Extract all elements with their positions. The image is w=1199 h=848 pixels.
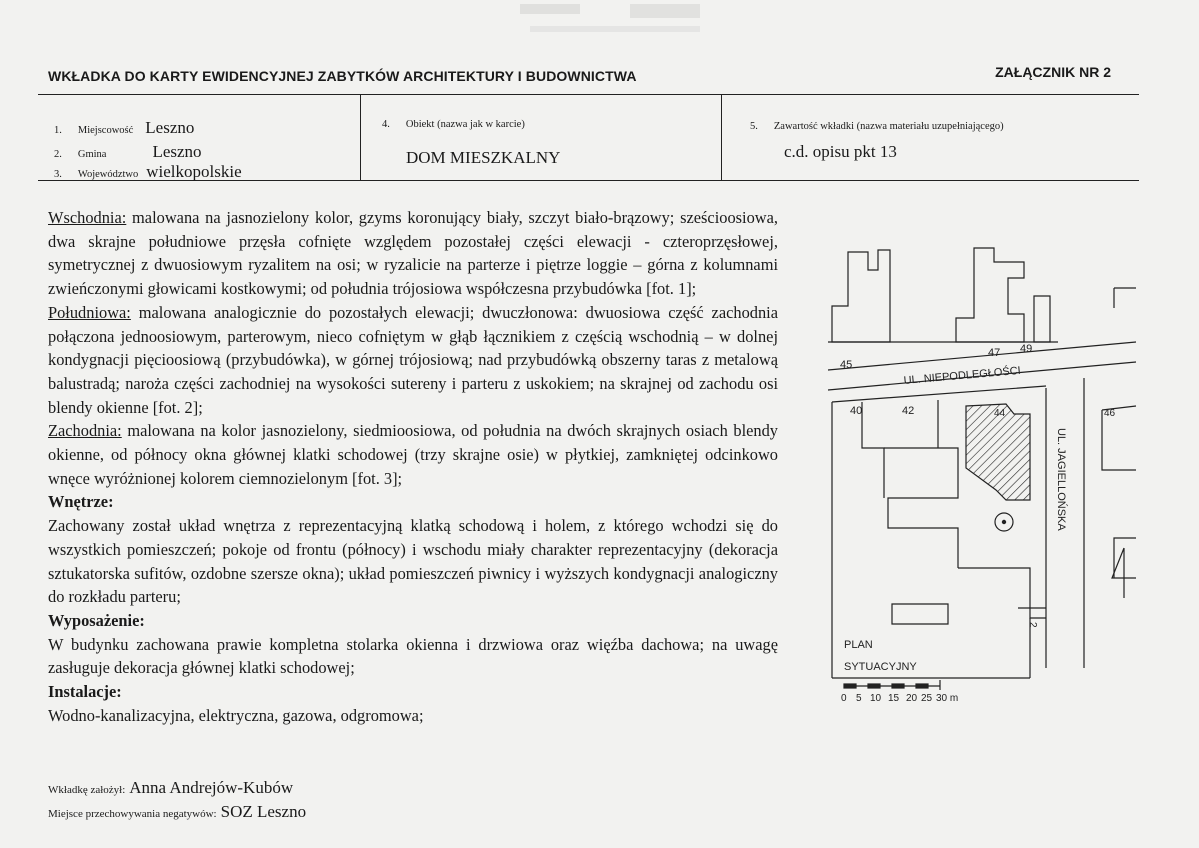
voivodeship-value: wielkopolskie [146,162,242,181]
interior-heading: Wnętrze: [48,492,114,512]
number-44: 44 [994,408,1006,419]
east-elevation-paragraph [48,206,778,301]
field-content-label [750,116,1004,134]
installations-text: Wodno-kanalizacyjna, elektryczna, gazowa, odgromowa; [48,705,424,725]
scale-bar-segment [868,684,880,688]
parcel-boundary [862,402,884,498]
street-label-jagiellonska: UL. JAGIELLOŃSKA [1055,428,1067,531]
street-label-niepodleglosci: UL. NIEPODLEGŁOŚCI [903,364,1022,387]
author-value: Anna Andrejów-Kubów [129,778,294,797]
scale-bar-segment [916,684,928,688]
column-divider-1 [360,94,361,180]
south-elevation-paragraph [48,301,778,420]
ink-stamp-smudge [510,0,710,40]
number-40: 40 [850,405,863,417]
field-label: Zawartość wkładki (nazwa materiału uzupełniającego) [773,121,1004,132]
scale-label: 15 [888,693,900,704]
number-45: 45 [840,359,853,371]
content-value: c.d. opisu pkt 13 [784,142,897,161]
plan-sublabel: SYTUACYJNY [844,661,917,673]
tree-center [1002,520,1005,523]
attachment-number: ZAŁĄCZNIK NR 2 [995,64,1111,80]
field-commune [54,142,202,162]
scale-label: 5 [856,693,862,704]
equipment-heading: Wyposażenie: [48,610,145,630]
east-heading: Wschodnia: [48,208,127,227]
field-object-label [382,114,525,132]
scale-label: 25 [921,693,933,704]
number-47: 47 [988,347,1001,359]
description-body [48,206,778,727]
storage-line [48,802,306,822]
field-locality [54,118,194,138]
object-value: DOM MIESZKALNY [406,148,561,167]
form-title: WKŁADKA DO KARTY EWIDENCYJNEJ ZABYTKÓW ARCHITEKTURY I BUDOWNICTWA [48,68,637,84]
locality-value: Leszno [145,118,195,137]
interior-text: Zachowany został układ wnętrza z reprezentacyjną klatką schodową i holem, z którego wchodzi się do wszystkich pomieszczeń; pokoje od frontu (północy) i wschodu miały charakter reprezentacyjny (dekoracja sztukatorska sufitów, ozdobne szersze okna); układ pomieszczeń piwnicy i wyższych kondygnacji analogiczny do rozkładu parteru; [48,516,778,607]
equipment-text: W budynku zachowana prawie kompletna stolarka okienna i drzwiowa oraz więźba dachowa; na uwagę zasługuje dekoracja głównej klatki schodowej; [48,634,778,678]
west-text: malowana na kolor jasnozielony, siedmioosiowa, od południa na dwóch skrajnych osiach blendy okienne, od północy okna głównej klatki schodowej (trzy skrajne osie) w płytkiej, zamkniętej odcinkowo wnęce wyróżnionej kolorem ciemnozielonym [fot. 3]; [48,421,778,488]
plan-label: PLAN [844,639,873,651]
field-number: 3. [54,169,62,180]
scale-label: 10 [870,693,882,704]
field-label: Województwo [77,169,139,180]
field-voivodeship [54,162,242,182]
number-46: 46 [1104,408,1116,419]
commune-value: Leszno [152,142,202,161]
number-49: 49 [1020,343,1033,355]
outbuilding [892,604,948,624]
building-outline [1114,538,1136,578]
scale-label: 20 [906,693,918,704]
number-2: 2 [1027,622,1038,628]
author-label: Wkładkę założył: [48,784,126,796]
scale-bar-segment [892,684,904,688]
south-heading: Południowa: [48,302,131,322]
top-rule [38,94,1139,95]
west-elevation-paragraph [48,419,778,490]
building-outline [1034,296,1050,342]
parcel-boundary [958,568,1046,618]
number-42: 42 [902,405,915,417]
building-outline [956,248,1024,342]
field-number: 2. [54,149,62,160]
field-number: 5. [750,121,758,132]
scale-label: 0 [841,693,847,704]
south-text: malowana analogicznie do pozostałych elewacji; dwuczłonowa: dwuosiowa część zachodnia połączona jednoosiowym, parterowym, nieco cofniętym w głąb łącznikiem z częścią wschodnią – w dolnej kondygnacji pięcioosiową (przybudówka), w górnej trójosiową; nad przybudówką obszerny taras z metalową balustradą; naroża części zachodniej na wysokości sutereny i parteru z uskokiem; na skrajnej od zachodu osi blendy okienne [fot. 2]; [48,302,778,417]
field-label: Miejscowość [77,125,134,136]
field-label: Obiekt (nazwa jak w karcie) [405,119,525,130]
author-line [48,778,293,798]
scale-bar-segment [844,684,856,688]
column-divider-2 [721,94,722,180]
building-outline [1114,288,1136,308]
field-number: 1. [54,125,62,136]
north-arrow-icon [1112,548,1136,598]
building-outline [832,250,890,342]
scale-label: 30 m [936,693,959,704]
storage-value: SOZ Leszno [220,802,307,821]
installations-heading: Instalacje: [48,682,122,702]
storage-label: Miejsce przechowywania negatywów: [48,808,217,820]
field-number: 4. [382,119,390,130]
parcel-boundary [884,448,958,568]
site-plan-map [818,238,1148,708]
field-label: Gmina [77,149,107,160]
west-heading: Zachodnia: [48,421,122,441]
east-text: malowana na jasnozielony kolor, gzyms koronujący biały, szczyt biało-brązowy; sześcioosiowa, dwa skrajne południowe przęsła cofnięte względem pozostałej części elewacji - czteroprzęsłowej, symetrycznej z dwuosiowym ryzalitem na osi; w ryzalicie na parterze i piętrze loggie – górna z kolumnami zwieńczonymi głowicami kostkowymi; od południa trójosiowa współczesna przybudówka [fot. 1]; [48,208,778,299]
